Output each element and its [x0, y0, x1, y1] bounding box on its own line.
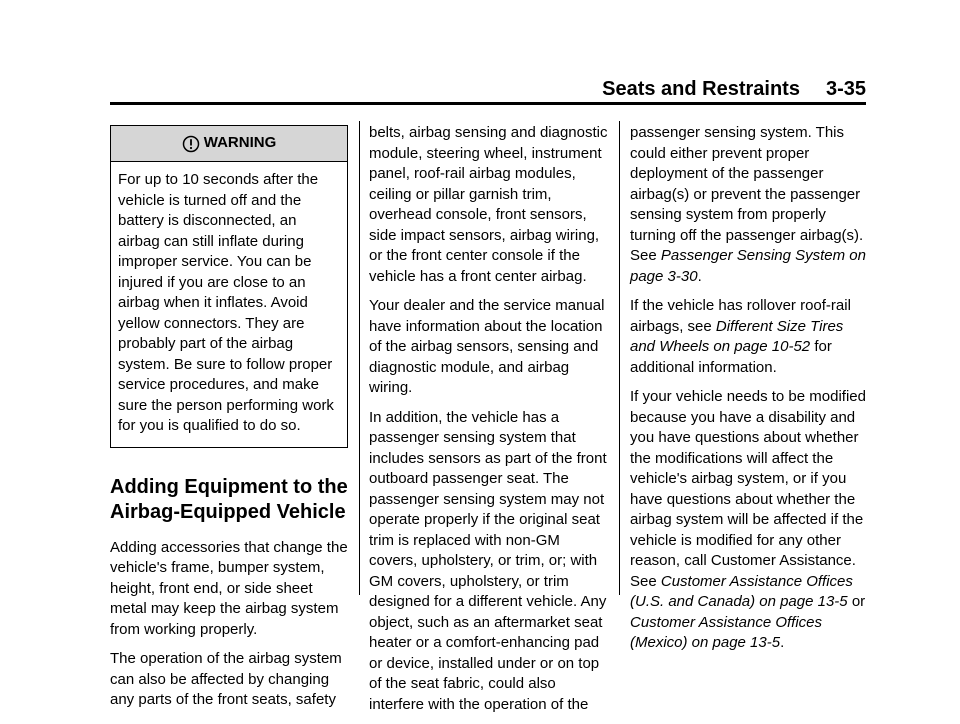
- warning-header: [111, 126, 347, 162]
- paragraph-text: passenger sensing system. This could either prevent proper deployment of the passenger airbag(s) or prevent the passenger sensing system from properly turning off the passenger airbag(s). See: [630, 124, 864, 264]
- paragraph-text: If the vehicle has rollover roof-rail airbags, see: [630, 297, 851, 335]
- column-divider: [619, 121, 620, 595]
- cross-reference[interactable]: Customer Assistance Offices (U.S. and Canada) on page 13-5: [630, 572, 853, 610]
- warning-title: WARNING: [203, 134, 277, 152]
- paragraph-text: for additional information.: [630, 338, 832, 376]
- paragraph: belts, airbag sensing and diagnostic module, steering wheel, instrument panel, roof-rail airbag modules, ceiling or pillar garnish trim, overhead console, front sensors, side impact sensors, airbag wiring, or the front center console if the vehicle has a front center airbag.: [369, 124, 608, 285]
- paragraph: In addition, the vehicle has a passenger sensing system that includes sensors as part of the front outboard passenger seat. The passenger sensing system may not operate properly if the original seat trim is replaced with non-GM covers, upholstery, or trim, or; with GM covers, upholstery, or trim designed for a different vehicle. Any object, such as an aftermarket seat heater or a comfort-enhancing pad or device, installed under or on top of the seat fabric, could also interfere with the operation of the: [369, 408, 607, 713]
- paragraph-text: .: [697, 267, 702, 285]
- paragraph: The operation of the airbag system can also be affected by changing any parts of the front seats, safety: [110, 650, 342, 708]
- warning-text: For up to 10 seconds after the vehicle is turned off and the battery is disconnected, an airbag can still inflate during improper service. You can be injured if you are close to an airbag when it inflates. Avoid yellow connectors. They are probably part of the airbag system. Be sure to follow proper service procedures, and make sure the person performing work for you is qualified to do so.: [118, 171, 334, 434]
- column-divider: [359, 121, 360, 595]
- paragraph-text: or: [851, 593, 866, 610]
- paragraph: Your dealer and the service manual have information about the location of the airbag sensors, sensing and diagnostic module, and airbag wiring.: [369, 297, 605, 396]
- column-2: [369, 123, 609, 724]
- paragraph-text: If your vehicle needs to be modified because you have a disability and you have questions about whether the modifications will affect the vehicle's airbag system, or if you have questions about whether the airbag system will be affected if the vehicle is modified for any other reason, call Customer Assistance. See: [630, 388, 866, 590]
- page-number: 3-35: [825, 78, 866, 100]
- paragraph: [630, 123, 866, 287]
- paragraph: [630, 387, 866, 654]
- page-header: [110, 78, 866, 102]
- section-title-header: Seats and Restraints: [602, 78, 800, 100]
- cross-reference[interactable]: Customer Assistance Offices (Mexico) on page 13-5: [630, 613, 823, 651]
- paragraph-text: .: [780, 634, 785, 651]
- warning-box: [110, 125, 348, 448]
- header-rule: [110, 102, 866, 105]
- cross-reference[interactable]: Different Size Tires and Wheels on page 10-52: [630, 317, 844, 355]
- cross-reference[interactable]: Passenger Sensing System on page 3-30: [630, 247, 866, 285]
- section-heading: Adding Equipment to the Airbag-Equipped Vehicle: [110, 475, 348, 523]
- paragraph: [630, 296, 866, 378]
- paragraph: Adding accessories that change the vehicle's frame, bumper system, height, front end, or side sheet metal may keep the airbag system from working properly.: [110, 538, 348, 638]
- warning-triangle-icon: [182, 135, 200, 153]
- column-1: [110, 125, 350, 720]
- column-3: [630, 123, 866, 663]
